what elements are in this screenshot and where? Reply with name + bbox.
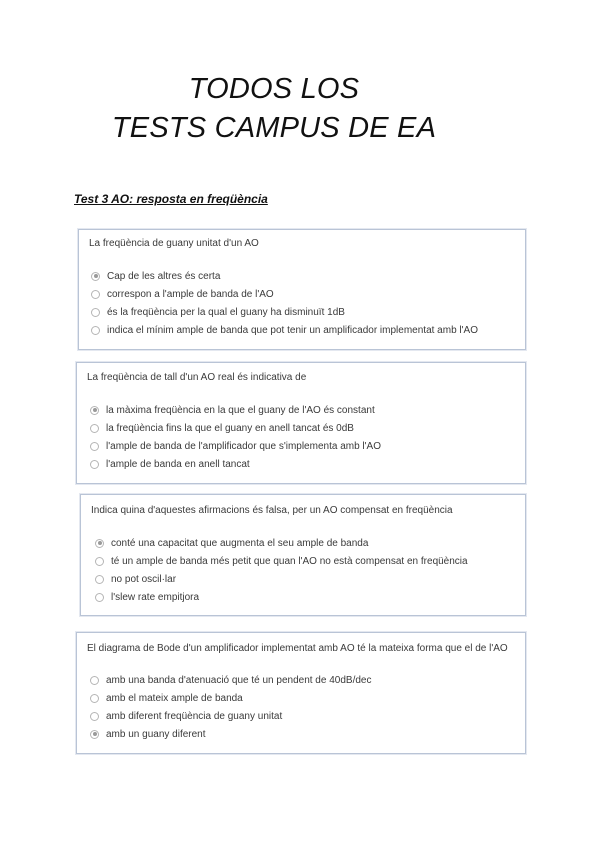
radio-button[interactable]: [90, 424, 99, 433]
answer-option[interactable]: [91, 287, 274, 301]
question-text-4: El diagrama de Bode d'un amplificador implementat amb AO té la mateixa forma que el de l'AO: [87, 643, 508, 654]
option-label: amb diferent freqüència de guany unitat: [106, 710, 283, 722]
answer-option[interactable]: [90, 421, 354, 435]
radio-button[interactable]: [95, 593, 104, 602]
radio-button-selected[interactable]: [90, 406, 99, 415]
answer-option[interactable]: [95, 590, 199, 604]
answer-option[interactable]: [90, 439, 381, 453]
document-title: [0, 70, 548, 148]
option-label: té un ample de banda més petit que quan l'AO no està compensat en freqüència: [111, 555, 468, 567]
answer-option[interactable]: [91, 305, 345, 319]
answer-option[interactable]: [90, 457, 250, 471]
answer-option[interactable]: [90, 727, 206, 741]
radio-button-selected[interactable]: [90, 730, 99, 739]
radio-button-selected[interactable]: [95, 539, 104, 548]
radio-button[interactable]: [95, 575, 104, 584]
question-text-3: Indica quina d'aquestes afirmacions és falsa, per un AO compensat en freqüència: [91, 505, 453, 516]
radio-button[interactable]: [90, 694, 99, 703]
radio-button[interactable]: [90, 442, 99, 451]
answer-option[interactable]: [90, 403, 375, 417]
answer-option[interactable]: [90, 691, 243, 705]
answer-option[interactable]: [95, 572, 176, 586]
radio-button[interactable]: [95, 557, 104, 566]
option-label: l'ample de banda en anell tancat: [106, 458, 250, 470]
radio-button[interactable]: [91, 290, 100, 299]
option-label: correspon a l'ample de banda de l'AO: [107, 288, 274, 300]
option-label: conté una capacitat que augmenta el seu ample de banda: [111, 537, 369, 549]
option-label: Cap de les altres és certa: [107, 270, 221, 282]
radio-button[interactable]: [90, 712, 99, 721]
option-label: amb el mateix ample de banda: [106, 692, 243, 704]
radio-button[interactable]: [90, 460, 99, 469]
option-label: amb una banda d'atenuació que té un pendent de 40dB/dec: [106, 674, 372, 686]
answer-option[interactable]: [90, 709, 282, 723]
option-label: amb un guany diferent: [106, 728, 206, 740]
answer-option[interactable]: [91, 323, 478, 337]
option-label: l'ample de banda de l'amplificador que s'implementa amb l'AO: [106, 440, 382, 452]
radio-button-selected[interactable]: [91, 272, 100, 281]
option-label: és la freqüència per la qual el guany ha disminuït 1dB: [107, 306, 345, 318]
option-label: indica el mínim ample de banda que pot tenir un amplificador implementat amb l'AO: [107, 324, 478, 336]
question-text-1: La freqüència de guany unitat d'un AO: [89, 238, 259, 249]
answer-option[interactable]: [91, 269, 220, 283]
answer-option[interactable]: [95, 536, 368, 550]
question-text-2: La freqüència de tall d'un AO real és indicativa de: [87, 372, 307, 383]
option-label: no pot oscil·lar: [111, 573, 177, 585]
section-title: Test 3 AO: resposta en freqüència: [74, 192, 268, 206]
option-label: la màxima freqüència en la que el guany de l'AO és constant: [106, 404, 375, 416]
document-title-line-1: TODOS LOS: [188, 73, 360, 105]
answer-option[interactable]: [90, 673, 371, 687]
radio-button[interactable]: [90, 676, 99, 685]
option-label: la freqüència fins la que el guany en anell tancat és 0dB: [106, 422, 354, 434]
radio-button[interactable]: [91, 326, 100, 335]
document-title-line-2: TESTS CAMPUS DE EA: [111, 112, 437, 144]
answer-option[interactable]: [95, 554, 468, 568]
radio-button[interactable]: [91, 308, 100, 317]
option-label: l'slew rate empitjora: [111, 591, 200, 603]
